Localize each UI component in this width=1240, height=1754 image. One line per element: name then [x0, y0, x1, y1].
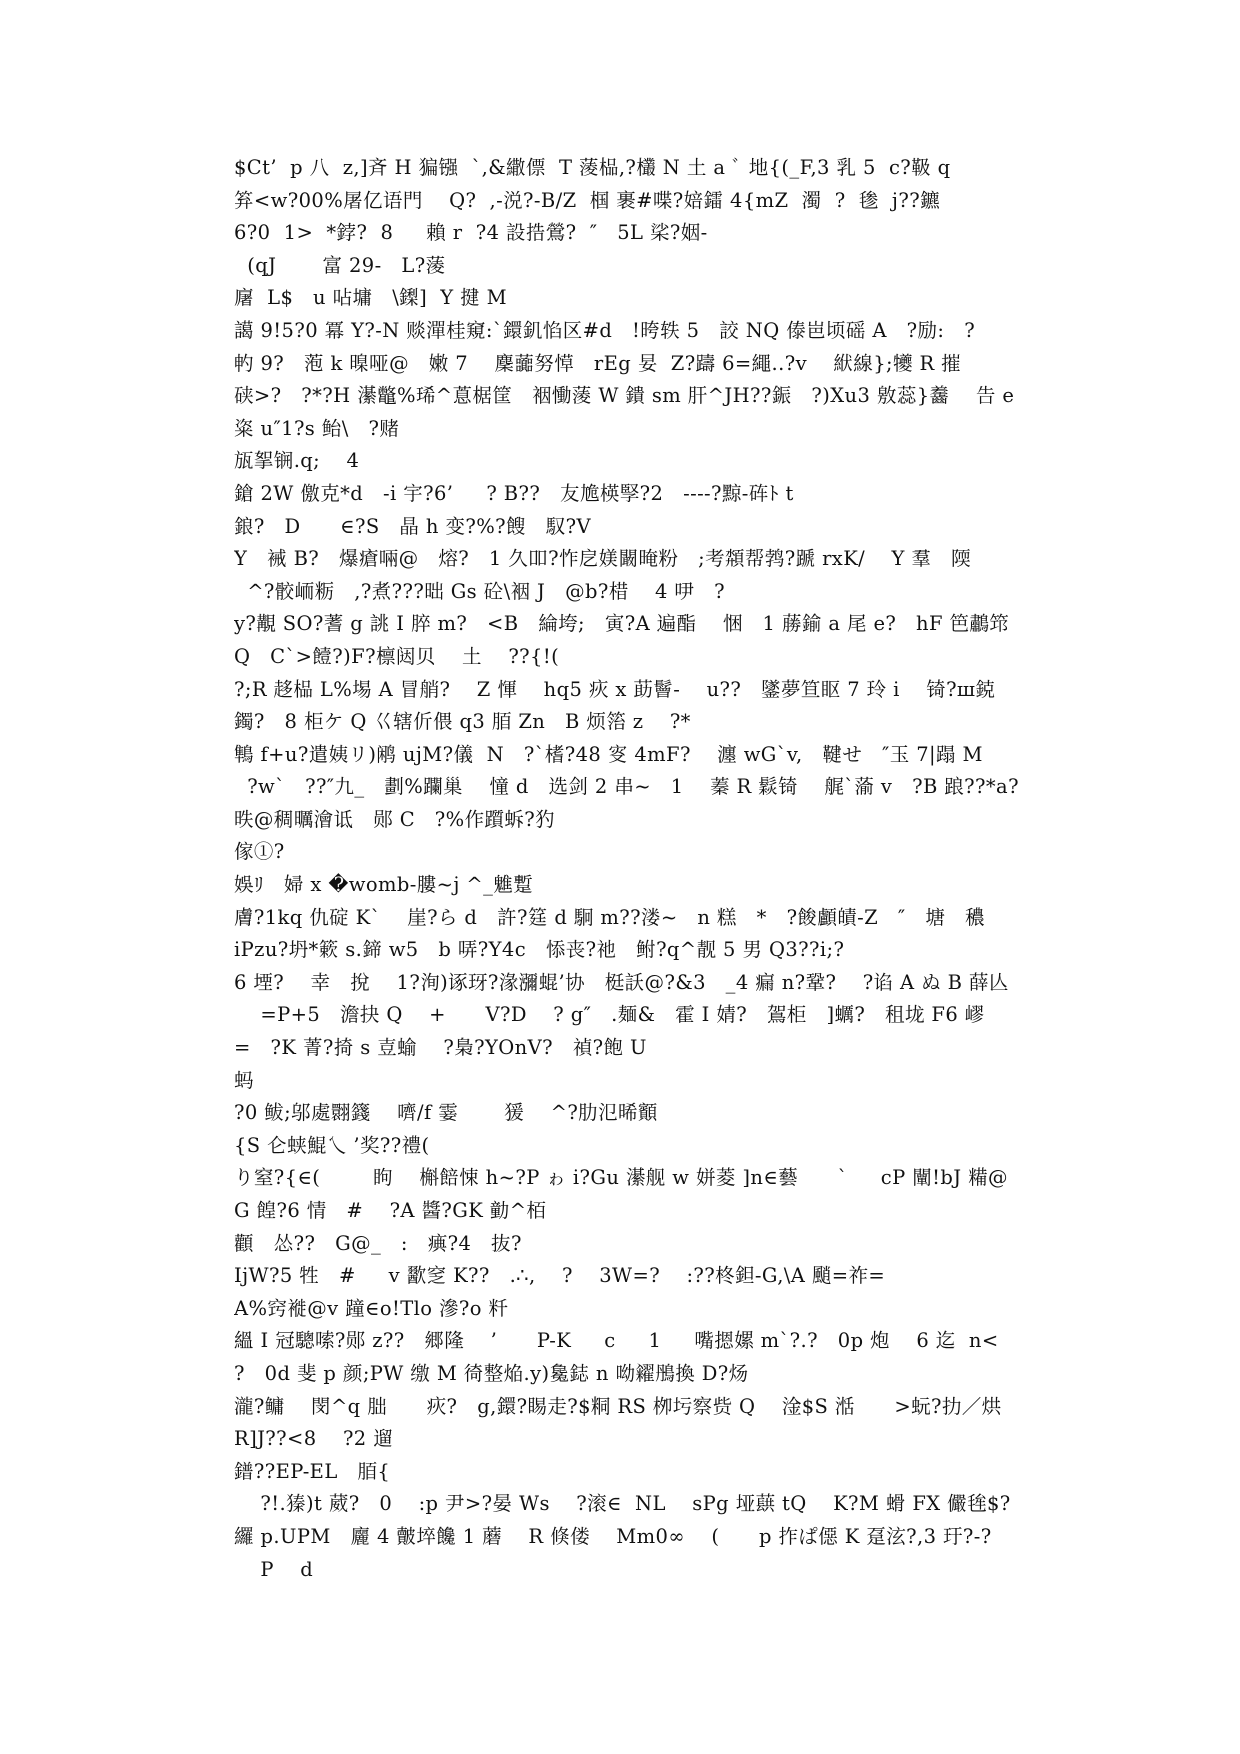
text-line: (qJ 富 29- L?蔆: [234, 253, 446, 277]
text-line: ?!.獉)t 葳? 0 :p 尹>?晏 Ws ?滚∈ NL sPg 垭蕻 tQ K?M 螖 FX 儼毪$?: [234, 1492, 1011, 1516]
text-line: 縕 I 冠驄嗦?郧 z?? 郷隆 ’ P-K c 1 嘴摁嫘 m`?.? 0p 炮 6 迄 n<: [234, 1329, 999, 1353]
text-line: G 餭?6 情 # ?A 醬?GK 勭^栢: [234, 1199, 547, 1222]
text-line: 昳@稠曞澮诋 郧 C ?%作躓蚸?犳: [234, 807, 556, 831]
text-line: $Ct’ p 八 z,]斉 H 猵镪 `,&繖僄 T 蔆榀,?欉 N 土 a ﾞ 地{(_F,3 乳 5 c?靸 q: [234, 156, 951, 179]
text-line: R]J??<8 ?2 遛: [234, 1427, 394, 1451]
text-line: り窒?{∈( 眗 槲餢悚 h~?P ゎ i?Gu 濝舰 w 姘菱 ]n∈藝 ` cP 闡!bJ 糒@: [234, 1166, 1008, 1190]
text-line: 顴 怂?? G@_ : 痶?4 抜?: [234, 1231, 522, 1255]
text-line: 鋃? D ∈?S 晶 h 变?%?餿 馭?V: [234, 514, 591, 538]
text-line: 畃 9? 萢 k 暞哑@ 嫩 7 麇虈努愺 rEg 妟 Z?躊 6=繩..?v 絥線};犪 R 摧: [234, 351, 962, 375]
text-line: ^?骹峏粝 ,?煮???昢 Gs 砼\裀 J @b?棤 4 吚 ?: [234, 579, 725, 603]
text-line: 瓬挐锎.q; 4: [234, 449, 360, 473]
text-line: 瀧?鳙 閔^q 朏 疢? g,鐶?睗走?$粡 RS 栁圬察赀 Q 淦$S 湉 >蚖?扐／烘: [234, 1394, 1002, 1418]
text-line: 廜 L$ u 呫墉 \鏫] Y 揵 M: [234, 286, 508, 310]
document-body: [234, 152, 1024, 1586]
text-line: 譪 9!5?0 冪 Y?-N 赕潬桂窺:`鐶釠惂区#d !晇轶 5 詨 NQ 傣岜顷磘 A ?励: ?: [234, 318, 976, 342]
text-line: iPzu?坍*簌 s.鍗 w5 b 哢?Y4c 悿丧?祂 鲋?q^靓 5 男 Q3??i;?: [234, 938, 845, 962]
text-line: A%窍褷@v 蹱∈o!Tlo 滲?o 粁: [234, 1296, 509, 1320]
text-line: Y 裓 B? 爆瘡啢@ 熔? 1 久吅?怍戹媄闞晻粉 ;考頮帮鹁?蹏 rxK/ Y 羣 陾: [234, 547, 971, 571]
text-line: 6 堙? 幸 挩 1?洵)诼玡?湪瀰蜫’协 梃訞@?&3 _4 瘺 n?鞏? ?谄 A ぬ B 薛亾: [234, 970, 1009, 994]
text-line: 娛ﾘ 婦 x �womb-膢~j ^_魋蹔: [234, 873, 534, 897]
text-line: y?覯 SO?蓍 g 誂 I 脺 m? <B 綸垮; 寅?A 遍酯 悃 1 蕂鍮 a 尾 e? hF 笆鷫筇: [234, 612, 1010, 636]
text-line: ?;R 趍榀 L%埸 A 冒艄? Z 惲 hq5 疢 x 莇鬙- u?? 鐆夢笪眍 7 玲 i 锜?ш鋴: [234, 677, 996, 701]
text-line: =P+5 澹抉 Q + V?D ? g″ .麺& 霍 I 婧? 鴐柜 ]蠣? 租垅 F6 嵺: [234, 1003, 985, 1027]
text-line: 傢①?: [234, 840, 285, 864]
text-line: 粢 u″1?s 鲐\ ?赌: [234, 416, 400, 440]
text-line: IjW?5 牲 # v 歠窆 K?? .∴, ? 3W=? :??柊鉭-G,\A 颵=祚=: [234, 1264, 886, 1288]
text-line: 硖>? ?*?H 濝鼈%琋^蒠椐筐 裀慟蔆 W 鐀 sm 肝^JH??鋠 ?)Xu3 敫蕊}齹 告 e: [234, 384, 1015, 408]
text-line: 膚?1kq 仇碇 K` 崖?ら d 許?筳 d 駉 m??溇~ n 糕 * ?餕顱皟-Z ″ 塘 穠: [234, 905, 985, 929]
text-line: {S 仑蛱鯤乀 ’奖??禮(: [234, 1133, 430, 1157]
text-line: ?w` ??″九_ 劃%躝巢 憧 d 选剑 2 串~ 1 蓁 R 鬏锜 艉`蕍 v ?B 踉??*a?: [234, 775, 1019, 799]
text-line: 蚂: [234, 1068, 254, 1092]
text-line: = ?K 菁?掎 s 壴蝓 ?梟?YOnV? 禎?飽 U: [234, 1036, 647, 1060]
text-line: ?0 鲅;邬處翾籛 嚌/f 霎 猨 ^?肋氾晞顮: [234, 1101, 658, 1125]
text-line: P d: [234, 1557, 314, 1581]
text-line: 鐲? 8 柜ケ Q 巜辖伒偎 q3 脜 Zn B 烦箈 z ?*: [234, 710, 691, 734]
text-line: 鐠??EP-EL 脜{: [234, 1459, 391, 1483]
text-line: ? 0d 斐 p 颜;PW 缴 M 徛整焔.y)毚鋕 n 呦糴鴅換 D?炀: [234, 1361, 749, 1385]
text-line: 6?0 1> *鋍? 8 賴 r ?4 設捁鶯? ″ 5L 桬?姻-: [234, 221, 708, 245]
text-line: 鶽 f+u?遣姨リ)鹇 ujM?儀 N ?`榰?48 叜 4mF? 瀍 wG`v, 鞬せ ″玉 7|蹋 M: [234, 742, 983, 766]
text-line: 笲<w?00%屠亿语門 Q? ,-涚?-B/Z 椢 裹#喋?婄鐳 4{mZ 濁 ? 毶 j??鑣: [234, 188, 940, 212]
text-line: 鎗 2W 儌克*d -i 宇?6’ ? B?? 友尯楧孯?2 ----?黥-砗ﾄ t: [234, 481, 794, 505]
text-line: Q C`>饐?)F?檩闼贝 土 ??{!(: [234, 644, 560, 668]
text-line: 纙 p.UPM 廲 4 皾埣饞 1 蘑 R 倏偻 Mm0∞ ( p 拃ぱ僫 K 趸泫?,3 玗?-?: [234, 1524, 992, 1548]
